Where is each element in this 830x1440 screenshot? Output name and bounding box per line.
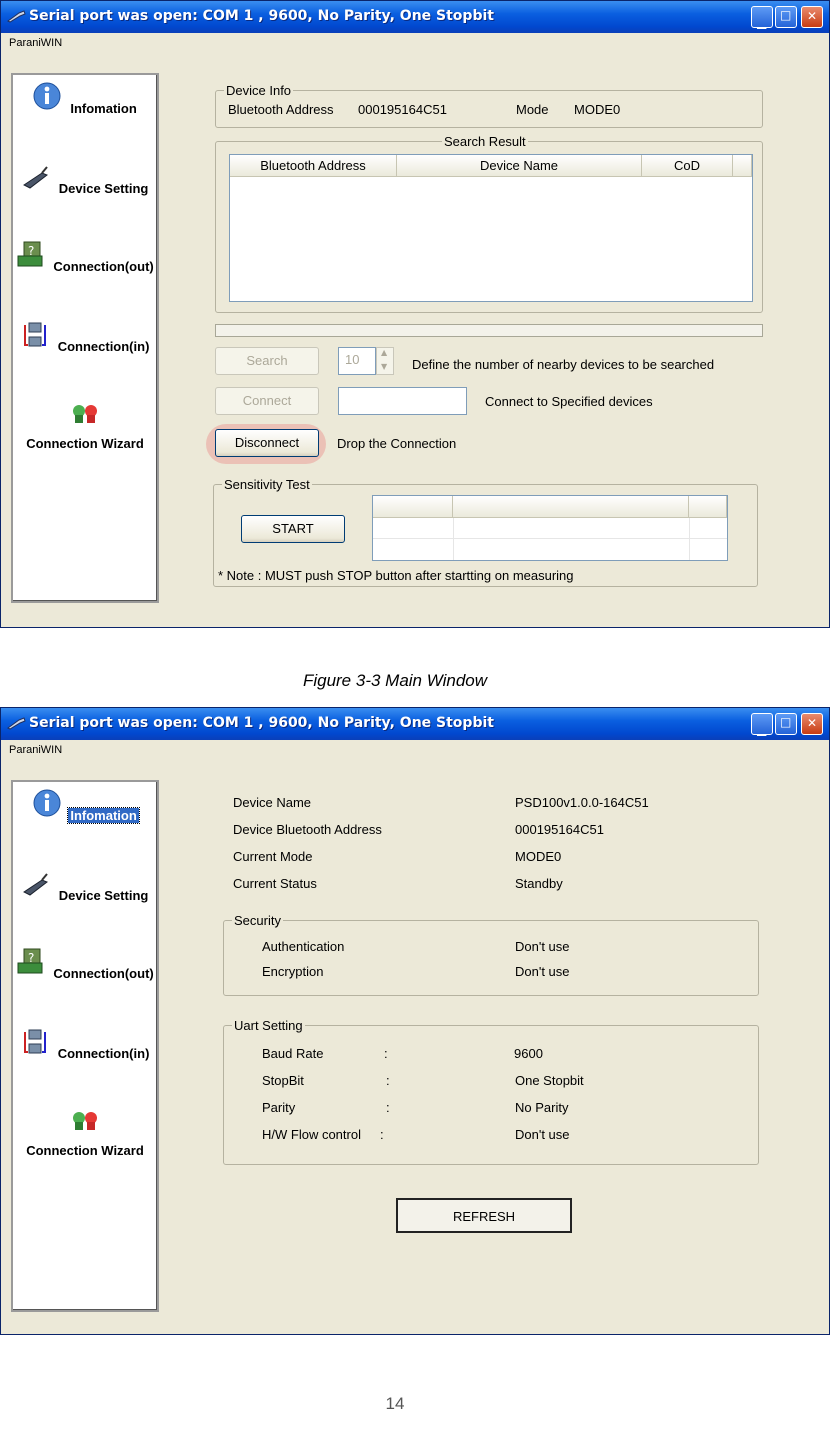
separator: :: [380, 1127, 384, 1142]
title-bar[interactable]: [1, 708, 829, 740]
flow-control-value: Don't use: [515, 1127, 570, 1142]
svg-text:?: ?: [28, 244, 35, 258]
current-status-value: Standby: [515, 876, 563, 891]
sidebar: [11, 780, 159, 1312]
device-icon: [20, 161, 52, 193]
stopbit-value: One Stopbit: [515, 1073, 584, 1088]
minimize-icon: ▁: [757, 15, 767, 29]
search-button[interactable]: Search: [215, 347, 319, 375]
search-description: Define the number of nearby devices to be searched: [412, 357, 715, 372]
encryption-value: Don't use: [515, 964, 570, 979]
minimize-button[interactable]: [751, 713, 773, 735]
column-header-device-name[interactable]: Device Name: [397, 155, 642, 177]
column-header-bt-address[interactable]: Bluetooth Address: [230, 155, 397, 177]
flow-control-label: H/W Flow control: [262, 1127, 361, 1142]
sidebar-item-connection-out[interactable]: [13, 946, 157, 982]
security-group: [223, 913, 759, 996]
close-icon: ✕: [807, 716, 818, 730]
wizard-icon: [69, 1104, 101, 1136]
grid-line: [373, 538, 727, 539]
connection-in-icon: [19, 1026, 51, 1058]
serial-cable-icon: [7, 9, 27, 23]
group-label: Device Info: [226, 83, 292, 98]
device-name-label: Device Name: [233, 795, 312, 810]
sidebar-item-information[interactable]: [13, 788, 157, 824]
bt-address-value: 000195164C51: [515, 822, 604, 837]
sidebar-item-label: Connection(out): [53, 259, 154, 274]
device-icon: [20, 868, 52, 900]
connection-out-icon: [14, 946, 46, 978]
connection-out-icon: [14, 239, 46, 271]
column-header[interactable]: [453, 496, 689, 518]
info-icon: [31, 788, 63, 820]
uart-setting-group: [223, 1018, 759, 1165]
app-name: ParaniWIN: [9, 37, 63, 49]
sidebar-item-label: Connection Wizard: [26, 436, 144, 451]
sidebar-item-label: Connection Wizard: [26, 1143, 144, 1158]
bt-address-value: 000195164C51: [358, 102, 447, 117]
minimize-button[interactable]: [751, 6, 773, 28]
sidebar-item-label: Connection(in): [57, 1046, 150, 1061]
window-title: Serial port was open: COM 1 , 9600, No Parity, One Stopbit: [29, 715, 494, 731]
search-count-spinner[interactable]: [376, 347, 394, 375]
minimize-icon: ▁: [757, 722, 767, 736]
authentication-value: Don't use: [515, 939, 570, 954]
grid-line: [453, 518, 454, 560]
sidebar-item-connection-in[interactable]: [13, 319, 157, 355]
maximize-button[interactable]: [775, 6, 797, 28]
figure-caption: Figure 3-3 Main Window: [302, 671, 488, 690]
close-button[interactable]: [801, 713, 823, 735]
start-button[interactable]: START: [241, 515, 345, 543]
authentication-label: Authentication: [262, 939, 345, 954]
sidebar-item-label: Device Setting: [58, 181, 149, 196]
main-window-information: [0, 707, 830, 1335]
bt-address-label: Device Bluetooth Address: [233, 822, 382, 837]
connect-description: Connect to Specified devices: [485, 394, 653, 409]
group-label: Security: [234, 913, 281, 928]
wizard-icon: [69, 397, 101, 429]
separator: :: [386, 1073, 390, 1088]
bt-address-label: Bluetooth Address: [228, 102, 334, 117]
sidebar-item-connection-wizard[interactable]: [13, 397, 157, 452]
baud-rate-label: Baud Rate: [262, 1046, 324, 1061]
sidebar-item-label: Device Setting: [58, 888, 149, 903]
disconnect-description: Drop the Connection: [337, 436, 457, 451]
stopbit-label: StopBit: [262, 1073, 304, 1088]
sidebar-item-label: Connection(in): [57, 339, 150, 354]
sidebar-item-label: Infomation: [70, 101, 137, 116]
refresh-button[interactable]: REFRESH: [396, 1198, 572, 1233]
current-mode-label: Current Mode: [233, 849, 313, 864]
sensitivity-test-group: [213, 477, 758, 587]
sidebar-item-label: Infomation: [70, 808, 137, 823]
sidebar-item-device-setting[interactable]: [13, 161, 157, 197]
separator: :: [386, 1100, 390, 1115]
maximize-icon: □: [780, 715, 792, 729]
device-address-input[interactable]: [338, 387, 467, 415]
separator: :: [384, 1046, 388, 1061]
grid-line: [689, 518, 690, 560]
current-mode-value: MODE0: [515, 849, 562, 864]
device-name-value: PSD100v1.0.0-164C51: [515, 795, 649, 810]
info-icon: [31, 81, 63, 113]
column-header-empty[interactable]: [733, 155, 752, 177]
disconnect-button[interactable]: Disconnect: [215, 429, 319, 457]
sidebar-item-connection-in[interactable]: [13, 1026, 157, 1062]
note-text: * Note : MUST push STOP button after startting on measuring: [218, 568, 574, 583]
column-header[interactable]: [373, 496, 453, 518]
main-window-connection-out: [0, 0, 830, 628]
connect-button[interactable]: Connect: [215, 387, 319, 415]
sidebar-item-label: Connection(out): [53, 966, 154, 981]
search-result-list[interactable]: [229, 154, 753, 302]
column-header-cod[interactable]: CoD: [642, 155, 733, 177]
column-header[interactable]: [689, 496, 727, 518]
serial-cable-icon: [7, 716, 27, 730]
spin-down-icon[interactable]: ▼: [381, 362, 388, 371]
parity-label: Parity: [262, 1100, 296, 1115]
search-result-group: [215, 134, 763, 313]
group-label: Sensitivity Test: [224, 477, 310, 492]
close-icon: ✕: [807, 9, 818, 23]
maximize-button[interactable]: [775, 713, 797, 735]
page-number: 14: [385, 1394, 405, 1413]
progress-bar: [215, 324, 763, 337]
encryption-label: Encryption: [262, 964, 324, 979]
group-label: Search Result: [444, 134, 526, 149]
sensitivity-result-list[interactable]: [372, 495, 728, 561]
current-status-label: Current Status: [233, 876, 317, 891]
search-count-input[interactable]: 10: [338, 347, 376, 375]
baud-rate-value: 9600: [514, 1046, 543, 1061]
group-label: Uart Setting: [234, 1018, 303, 1033]
svg-text:?: ?: [28, 951, 35, 965]
sidebar-item-information[interactable]: [13, 81, 157, 117]
spin-up-icon[interactable]: ▲: [381, 348, 388, 357]
device-info-group: [215, 83, 763, 128]
sidebar-item-device-setting[interactable]: [13, 868, 157, 904]
sidebar-item-connection-wizard[interactable]: [13, 1104, 157, 1159]
sidebar: [11, 73, 159, 603]
window-title: Serial port was open: COM 1 , 9600, No Parity, One Stopbit: [29, 8, 494, 24]
close-button[interactable]: [801, 6, 823, 28]
mode-value: MODE0: [574, 102, 621, 117]
app-name: ParaniWIN: [9, 744, 63, 756]
sidebar-item-connection-out[interactable]: [13, 239, 157, 275]
parity-value: No Parity: [515, 1100, 569, 1115]
connection-in-icon: [19, 319, 51, 351]
maximize-icon: □: [780, 8, 792, 22]
mode-label: Mode: [516, 102, 549, 117]
title-bar[interactable]: [1, 1, 829, 33]
